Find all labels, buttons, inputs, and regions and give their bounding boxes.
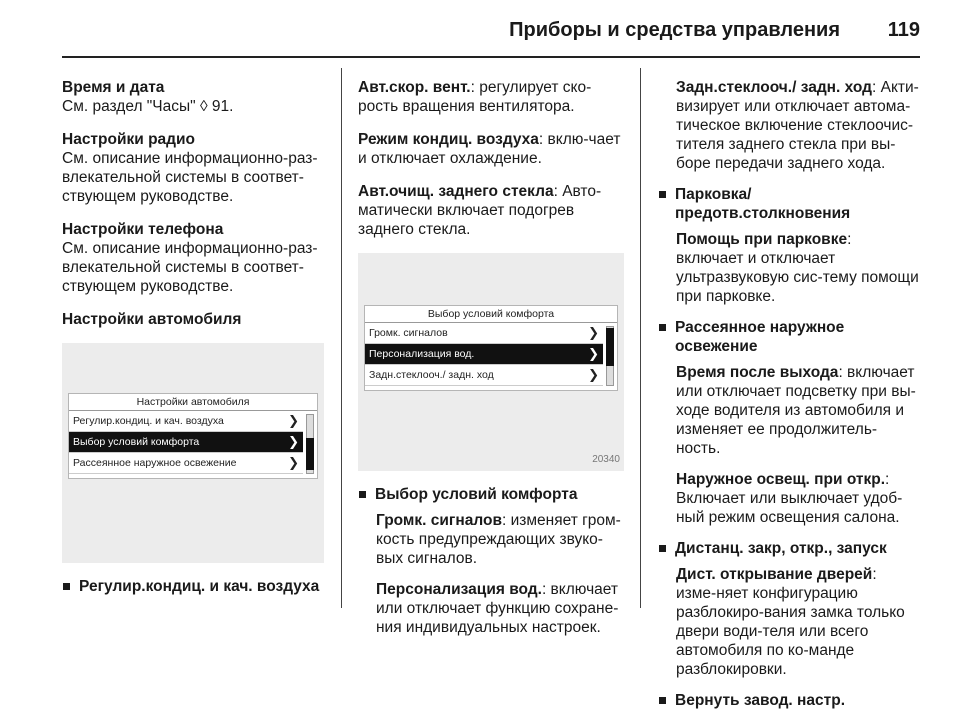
section-title: Настройки телефона (62, 221, 224, 238)
menu-row-selected: Персонализация вод. ❯ (365, 344, 603, 365)
paragraph: Авт.очищ. заднего стекла: Авто-матически включает подогрев заднего стекла. (358, 183, 602, 238)
screen-comfort-settings (364, 305, 618, 391)
menu-row: Громк. сигналов ❯ (365, 323, 603, 344)
chevron-right-icon: ❯ (288, 434, 299, 449)
sub-paragraph: Помощь при парковке: включает и отключает ультразвуковую сис-тему помощи при парковке. (676, 231, 919, 305)
chevron-right-icon: ❯ (588, 346, 599, 361)
page-header (0, 0, 960, 58)
section-vehicle-title: Настройки автомобиля (62, 311, 242, 328)
paragraph: Авт.скор. вент.: регулирует ско-рость вращения вентилятора. (358, 79, 592, 115)
sub-paragraph: Время после выхода: включает или отключает подсветку при вы-ходе водителя из автомобиля и изменяет ее продолжитель-ность. (676, 364, 916, 457)
column-3 (658, 78, 920, 717)
bullet-item: Рассеянное наружное освежение (658, 318, 920, 356)
screen-vehicle-settings (68, 393, 318, 479)
section-radio (62, 130, 324, 206)
bullet-item: Парковка/предотв.столкновения (658, 185, 920, 223)
section-text: См. раздел "Часы" ◊ 91. (62, 98, 234, 115)
sub-paragraph: Задн.стеклооч./ задн. ход: Акти-визирует или отключает автома-тическое включение стеклоочис-тителя заднего стекла при вы-боре передачи заднего хода. (676, 79, 919, 172)
section-text: См. описание информационно-раз-влекательной системы в соответ-ствующем руководстве. (62, 240, 318, 295)
paragraph: Режим кондиц. воздуха: вклю-чает и отключает охлаждение. (358, 131, 621, 167)
page-title: Приборы и средства управления (509, 19, 840, 41)
chevron-right-icon: ❯ (588, 325, 599, 340)
bullet-square-icon (359, 491, 366, 498)
figure-comfort-settings (358, 253, 624, 471)
bullet-square-icon (659, 324, 666, 331)
sub-paragraph: Громк. сигналов: изменяет гром-кость предупреждающих звуко-вых сигналов. (376, 512, 621, 567)
bullet-square-icon (63, 583, 70, 590)
section-text: См. описание информационно-раз-влекательной системы в соответ-ствующем руководстве. (62, 150, 318, 205)
bullet-square-icon (659, 697, 666, 704)
section-title: Настройки радио (62, 131, 196, 148)
chevron-right-icon: ❯ (588, 367, 599, 382)
header-rule (62, 56, 920, 58)
menu-row: Задн.стеклооч./ задн. ход ❯ (365, 365, 603, 386)
column-divider (341, 68, 342, 608)
chevron-right-icon: ❯ (288, 455, 299, 470)
sub-paragraph: Персонализация вод.: включает или отключает функцию сохране-ния индивидуальных настроек. (376, 581, 619, 636)
bullet-item: Регулир.кондиц. и кач. воздуха (62, 577, 324, 596)
scrollbar-thumb (606, 328, 614, 366)
screen-title: Настройки автомобиля (69, 394, 317, 411)
screen-title: Выбор условий комфорта (365, 306, 617, 323)
section-time-date (62, 78, 324, 116)
sub-paragraph: Наружное освещ. при откр.: Включает или выключает удоб-ный режим освещения салона. (676, 471, 903, 526)
bullet-item: Выбор условий комфорта (358, 485, 624, 504)
section-title: Время и дата (62, 79, 165, 96)
figure-id: 20340 (592, 454, 620, 465)
column-2 (358, 78, 624, 649)
chevron-right-icon: ❯ (288, 413, 299, 428)
bullet-square-icon (659, 545, 666, 552)
bullet-item: Дистанц. закр, откр., запуск (658, 539, 920, 558)
column-divider (640, 68, 641, 608)
page-number: 119 (887, 19, 920, 41)
figure-vehicle-settings (62, 343, 324, 563)
sub-paragraph: Дист. открывание дверей: изме-няет конфигурацию разблокиро-вания замка только двери води-теля или всего автомобиля по ко-манде разблокировки. (676, 566, 905, 678)
bullet-item: Вернуть завод. настр. (658, 691, 920, 710)
bullet-square-icon (659, 191, 666, 198)
menu-row: Регулир.кондиц. и кач. воздуха ❯ (69, 411, 303, 432)
column-1 (62, 78, 324, 603)
scrollbar-thumb (306, 438, 314, 470)
menu-row-selected: Выбор условий комфорта ❯ (69, 432, 303, 453)
section-phone (62, 220, 324, 296)
menu-row: Рассеянное наружное освежение ❯ (69, 453, 303, 474)
